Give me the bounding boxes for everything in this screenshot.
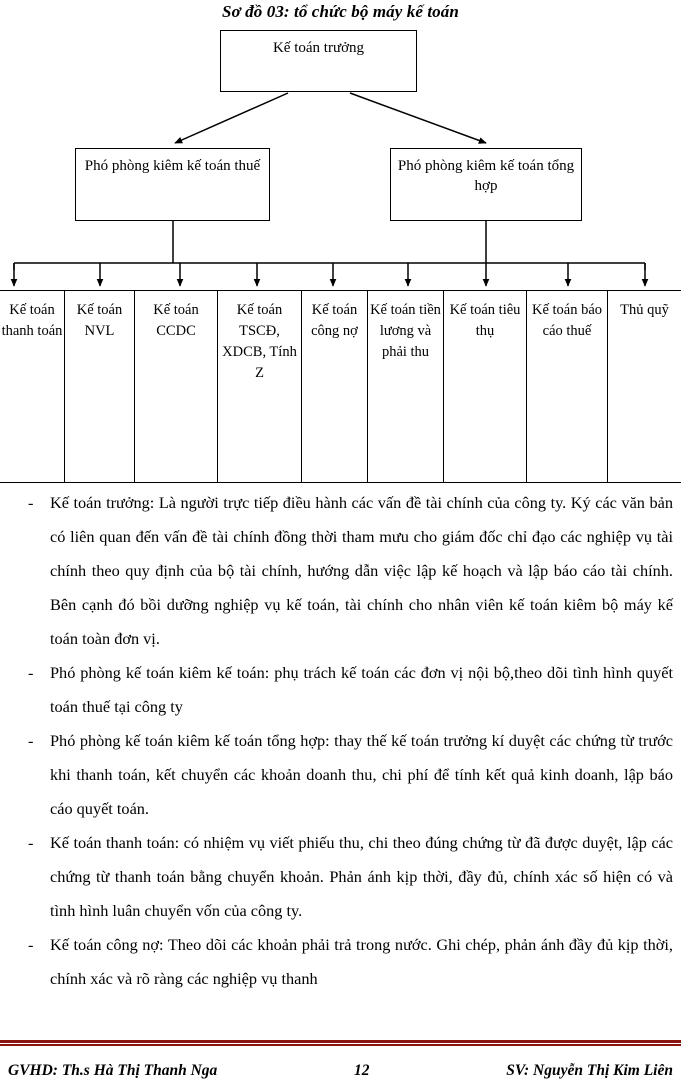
footer-divider: [0, 1040, 681, 1048]
bullet-text: Phó phòng kế toán kiêm kế toán tổng hợp: thay thế kế toán trưởng kí duyệt các chứng từ trước khi thanh toán, kết chuyển các khoản doanh thu, chi phí để tính kết quả kinh doanh, lập báo cáo quyết toán.: [50, 731, 673, 818]
bullet-paragraph: [0, 724, 681, 826]
page-footer: [0, 1062, 681, 1080]
bullet-marker: -: [28, 935, 34, 954]
org-cell: Kế toán CCDC: [135, 291, 218, 482]
bullet-marker: -: [28, 731, 34, 750]
bullet-marker: -: [28, 493, 34, 512]
org-cell: Kế toán NVL: [65, 291, 135, 482]
footer-advisor: GVHD: Th.s Hà Thị Thanh Nga: [8, 1062, 218, 1079]
bullet-text: Kế toán trưởng: Là người trực tiếp điều hành các vấn đề tài chính của công ty. Ký các văn bản có liên quan đến vấn đề tài chính đồng thời tham mưu cho giám đốc chỉ đạo các nghiệp vụ tài chính theo quy định của bộ tài chính, hướng dẫn việc lập kế hoạch và lập báo cáo tài chính. Bên cạnh đó bồi dưỡng nghiệp vụ kế toán, tài chính cho nhân viên kế toán kiêm bộ máy kế toán toàn đơn vị.: [50, 493, 673, 648]
org-cell: Thủ quỹ: [620, 302, 669, 318]
org-cell: Kế toán tiền lương và phải thu: [368, 291, 444, 482]
bullet-paragraph: [0, 928, 681, 996]
org-node-root: Kế toán trưởng: [220, 30, 417, 92]
bullet-text: Phó phòng kế toán kiêm kế toán: phụ trách kế toán các đơn vị nội bộ,theo dõi tình hình quyết toán thuế tại công ty: [50, 663, 673, 716]
bullet-paragraph: [0, 826, 681, 928]
bullet-text: Kế toán công nợ: Theo dõi các khoản phải trả trong nước. Ghi chép, phản ánh đầy đủ kịp thời, chính xác và rõ ràng các nghiệp vụ thanh: [50, 935, 673, 988]
org-cell: Kế toán thanh toán: [0, 291, 65, 482]
bullet-marker: -: [28, 663, 34, 682]
body-text: [0, 486, 681, 996]
footer-page-number: 12: [354, 1062, 370, 1079]
org-cell: Kế toán công nợ: [302, 291, 368, 482]
bullet-text: Kế toán thanh toán: có nhiệm vụ viết phiếu thu, chi theo đúng chứng từ đã được duyệt, lập các chứng từ thanh toán bằng chuyển khoản. Phản ánh kịp thời, đầy đủ, chính xác số hiện có và tình hình luân chuyển vốn của công ty.: [50, 833, 673, 920]
org-node-deputy-general: Phó phòng kiêm kế toán tổng hợp: [390, 148, 582, 221]
org-node-deputy-tax: Phó phòng kiêm kế toán thuế: [75, 148, 270, 221]
org-chart: [0, 0, 681, 486]
bullet-paragraph: [0, 656, 681, 724]
footer-rule-thin: [0, 1044, 681, 1046]
bullet-marker: -: [28, 833, 34, 852]
org-cell: Kế toán TSCĐ, XDCB, Tính Z: [218, 291, 302, 482]
page-title: Sơ đồ 03: tổ chức bộ máy kế toán: [222, 2, 459, 21]
org-leaf-row: [0, 290, 681, 483]
footer-student: SV: Nguyễn Thị Kim Liên: [506, 1062, 673, 1079]
org-cell: Kế toán báo cáo thuế: [527, 291, 608, 482]
org-cell: Kế toán tiêu thụ: [444, 291, 527, 482]
bullet-paragraph: [0, 486, 681, 656]
